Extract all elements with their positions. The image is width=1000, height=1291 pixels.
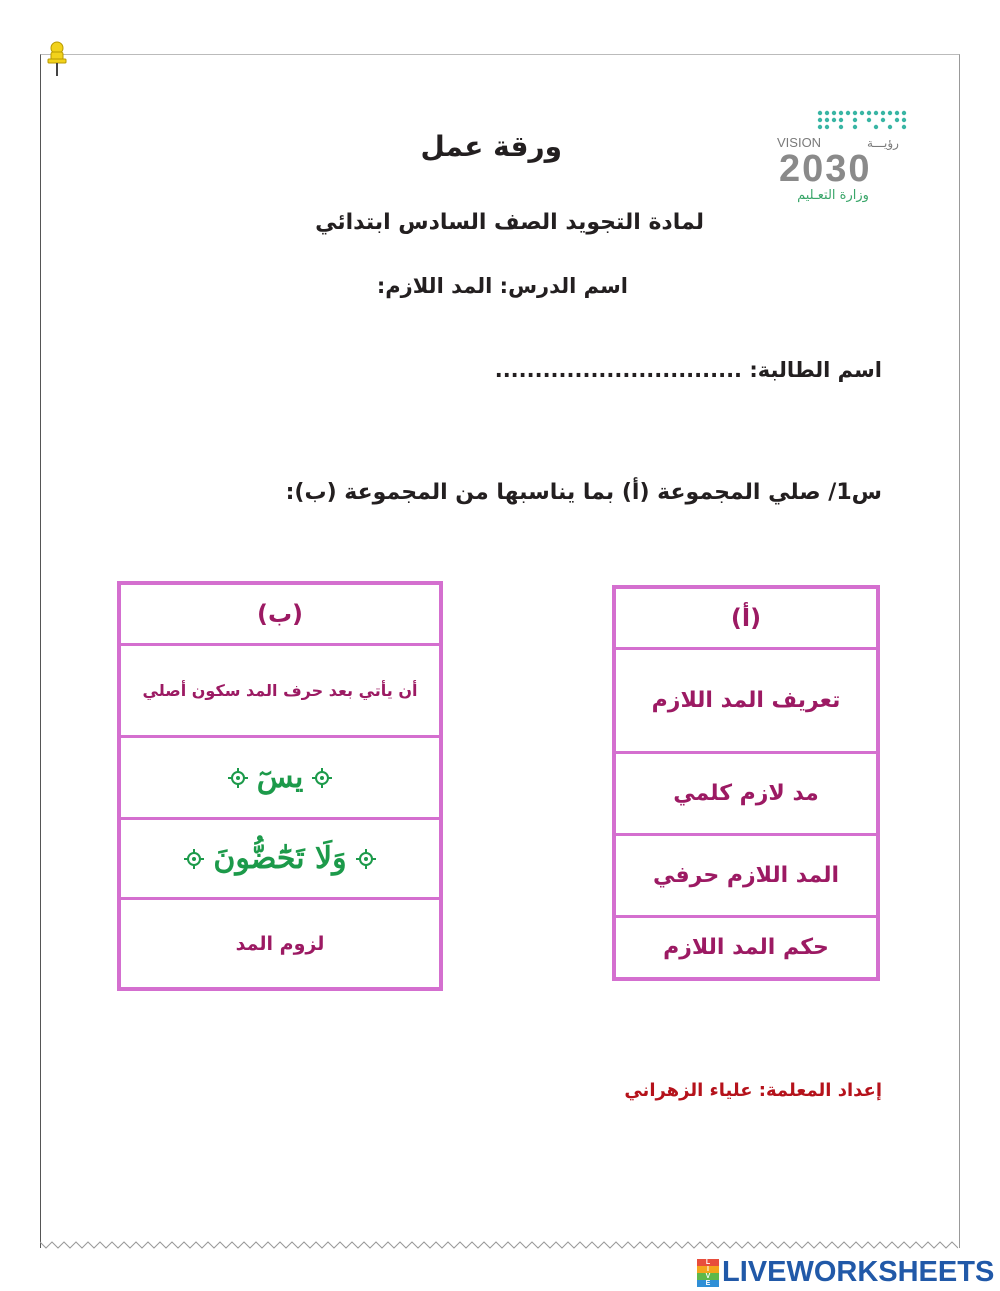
quran-ornament-icon — [227, 767, 249, 789]
group-b-item[interactable] — [121, 817, 439, 897]
student-name-line — [495, 358, 882, 382]
svg-text:2030: 2030 — [779, 148, 872, 190]
group-a-table — [612, 585, 880, 981]
teacher-credit: إعداد المعلمة: علياء الزهراني — [624, 1080, 882, 1101]
group-a-header: (أ) — [730, 604, 762, 632]
live-badge-icon: L I V E — [697, 1259, 719, 1287]
quran-ornament-icon — [183, 848, 205, 870]
page-title: ورقة عمل — [420, 130, 562, 163]
brand-name: LIVEWORKSHEETS — [722, 1256, 995, 1288]
group-a-item[interactable]: المد اللازم حرفي — [616, 833, 876, 915]
student-name-blank[interactable]: ............................... — [494, 358, 743, 382]
subject-subtitle: لمادة التجويد الصف السادس ابتدائي — [315, 210, 704, 235]
svg-text:VISION: VISION — [777, 135, 822, 150]
quran-verse: وَلَا تَحَٰٓضُّونَ — [213, 840, 347, 876]
student-name-label: اسم الطالبة: — [749, 358, 882, 382]
quran-ornament-icon — [355, 848, 377, 870]
liveworksheets-brand[interactable] — [697, 1256, 994, 1289]
group-a-item[interactable]: تعريف المد اللازم — [616, 647, 876, 751]
svg-text:وزارة التعـليم: وزارة التعـليم — [797, 188, 869, 203]
group-b-item[interactable]: أن يأتي بعد حرف المد سكون أصلي — [121, 643, 439, 735]
group-a-item[interactable]: حكم المد اللازم — [616, 915, 876, 977]
torn-edge-divider — [40, 1240, 958, 1252]
group-b-item[interactable] — [121, 735, 439, 817]
question-1: س1/ صلي المجموعة (أ) بما يناسبها من المجموعة (ب): — [285, 480, 882, 505]
vision-2030-logo — [775, 105, 915, 205]
svg-text:رؤيـــة: رؤيـــة — [867, 136, 899, 150]
group-b-item[interactable]: لزوم المد — [121, 897, 439, 987]
pushpin-icon — [44, 40, 74, 78]
group-b-header: (ب) — [256, 600, 304, 628]
lesson-name: اسم الدرس: المد اللازم: — [376, 274, 628, 298]
group-a-item[interactable]: مد لازم كلمي — [616, 751, 876, 833]
quran-verse: يسٓ — [256, 759, 304, 795]
quran-ornament-icon — [311, 767, 333, 789]
group-b-table — [117, 581, 443, 991]
